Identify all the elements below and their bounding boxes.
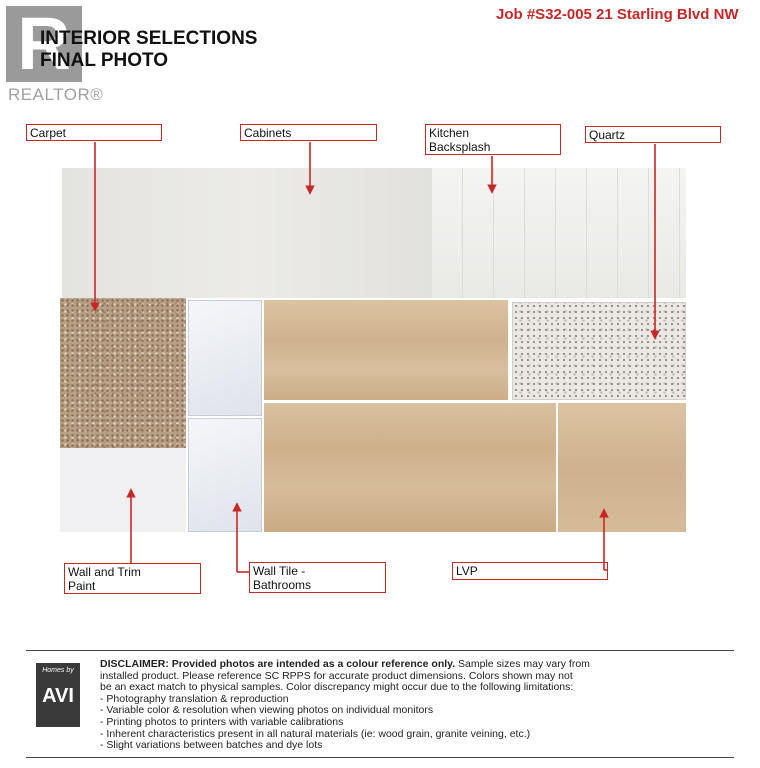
backsplash-label-line-2: Backsplash	[429, 140, 491, 154]
title-line-1: INTERIOR SELECTIONS	[40, 28, 258, 49]
disclaimer-bullet: - Inherent characteristics present in all natural materials (ie: wood grain, granite veining, etc.)	[100, 727, 531, 740]
wall-tile-label-line-2: Bathrooms	[253, 578, 312, 592]
disclaimer-bullet: - Photography translation & reproduction	[100, 692, 289, 705]
disclaimer-bullet: - Variable color & resolution when viewing photos on individual monitors	[100, 704, 434, 717]
disclaimer-bullet: - Printing photos to printers with variable calibrations	[100, 715, 344, 728]
wall-tile-label-line-1: Wall Tile -	[253, 564, 306, 578]
carpet-label-text: Carpet	[30, 126, 67, 140]
realtor-logo-letter: R	[17, 2, 71, 85]
lvp-label-text: LVP	[456, 564, 478, 578]
avi-logo-tagline: Homes by	[42, 667, 74, 674]
cabinets-label-text: Cabinets	[244, 126, 292, 140]
divider-top	[26, 650, 734, 651]
job-number: Job #S32-005 21 Starling Blvd NW	[496, 6, 739, 23]
avi-logo	[36, 663, 80, 727]
divider-bottom	[26, 757, 734, 758]
backsplash-label-line-1: Kitchen	[429, 126, 470, 140]
paint-label-line-1: Wall and Trim	[68, 565, 141, 579]
disclaimer-line-3: be an exact match to physical samples. Color discrepancy might occur due to the following limitations:	[100, 681, 574, 694]
disclaimer	[100, 659, 730, 752]
avi-logo-name: AVI	[42, 685, 74, 707]
disclaimer-line-1: Sample sizes may vary from	[455, 658, 590, 670]
disclaimer-heading: DISCLAIMER: Provided photos are intended as a colour reference only.	[100, 658, 456, 670]
title-line-2: FINAL PHOTO	[40, 50, 169, 71]
realtor-wordmark: REALTOR®	[8, 85, 104, 104]
quartz-label-text: Quartz	[589, 128, 626, 142]
disclaimer-bullet: - Slight variations between batches and dye lots	[100, 739, 323, 752]
disclaimer-line-2: installed product. Please reference SC RPPS for accurate product dimensions. Colors shown may not	[100, 669, 573, 682]
paint-label-line-2: Paint	[68, 579, 96, 593]
